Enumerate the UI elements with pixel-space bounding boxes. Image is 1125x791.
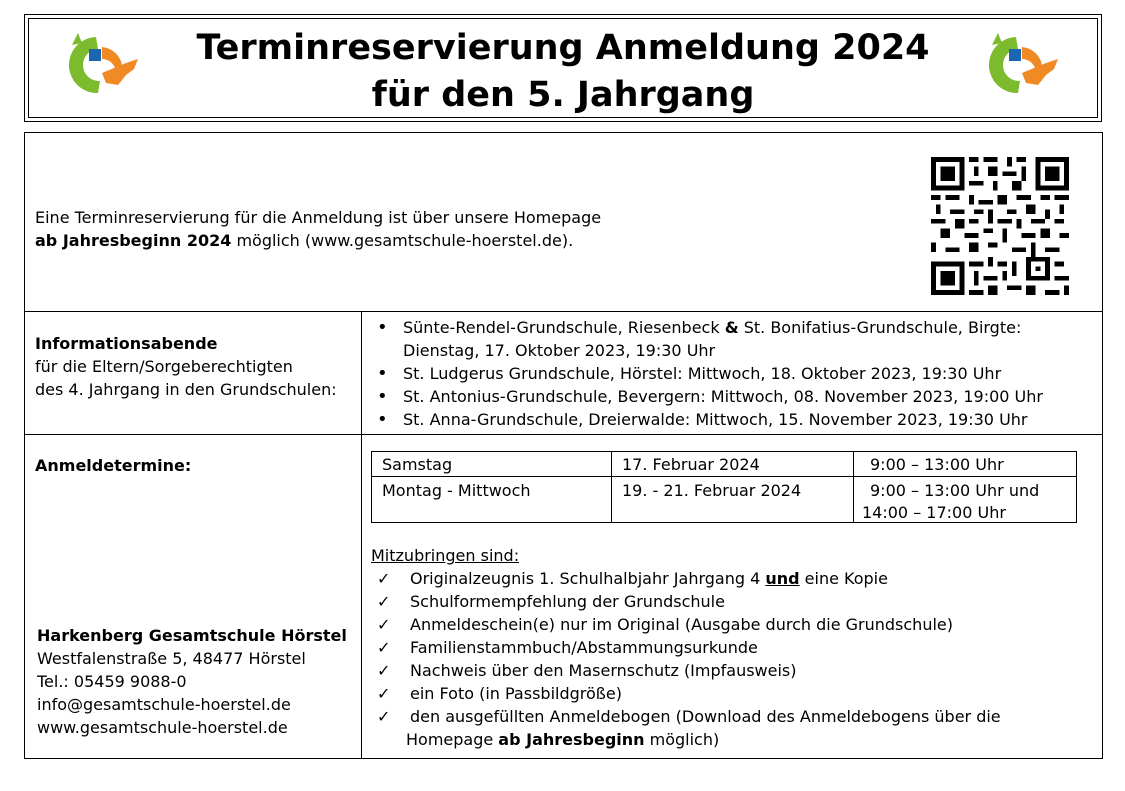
list-item-continuation: Homepage ab Jahresbeginn möglich): [406, 730, 720, 749]
check-icon: ✓: [377, 569, 391, 588]
page-title-line-2: für den 5. Jahrgang: [371, 75, 755, 115]
check-icon: ✓: [377, 707, 391, 726]
list-item: ✓ den ausgefüllten Anmeldebogen (Download des Anmeldebogens über die: [377, 707, 1001, 726]
table-cell: 19. - 21. Februar 2024: [622, 481, 802, 500]
row-divider: [25, 434, 1102, 435]
bring-heading: Mitzubringen sind:: [371, 546, 520, 565]
list-item: • St. Antonius-Grundschule, Bevergern: Mittwoch, 08. November 2023, 19:00 Uhr: [377, 385, 1043, 408]
registration-dates-table: [371, 451, 1077, 523]
intro-bold: ab Jahresbeginn 2024: [35, 231, 232, 250]
check-icon: ✓: [377, 615, 391, 634]
list-item: • Sünte-Rendel-Grundschule, Riesenbeck & St. Bonifatius-Grundschule, Birgte: Dienstag, 17. Oktober 2023, 19:30 Uhr: [377, 316, 1043, 362]
table-cell: 9:00 – 13:00 Uhr und: [870, 481, 1040, 500]
info-subline-1: für die Eltern/Sorgeberechtigten: [35, 357, 293, 376]
table-cell: 17. Februar 2024: [622, 455, 760, 474]
school-email[interactable]: info@gesamtschule-hoerstel.de: [37, 695, 291, 714]
header-box: [24, 14, 1102, 122]
main-table: [24, 132, 1103, 759]
check-icon: ✓: [377, 661, 391, 680]
list-item: ✓ Familienstammbuch/Abstammungsurkunde: [377, 638, 758, 657]
intro-rest: möglich (www.gesamtschule-hoerstel.de).: [231, 231, 574, 250]
table-cell: Montag - Mittwoch: [382, 481, 531, 500]
school-phone: Tel.: 05459 9088-0: [37, 672, 187, 691]
list-item: ✓ Schulformempfehlung der Grundschule: [377, 592, 725, 611]
table-cell: Samstag: [382, 455, 453, 474]
list-item: ✓ Originalzeugnis 1. Schulhalbjahr Jahrgang 4 und eine Kopie: [377, 569, 888, 588]
check-icon: ✓: [377, 638, 391, 657]
page-title-line-1: Terminreservierung Anmeldung 2024: [196, 28, 930, 68]
school-name: Harkenberg Gesamtschule Hörstel: [37, 626, 347, 645]
info-subline-2: des 4. Jahrgang in den Grundschulen:: [35, 380, 337, 399]
info-evening-list: [377, 316, 1043, 431]
school-website[interactable]: www.gesamtschule-hoerstel.de: [37, 718, 288, 737]
intro-line-2: [35, 229, 573, 252]
header-inner-border: [28, 18, 1098, 118]
registration-heading: Anmeldetermine:: [35, 456, 192, 475]
list-item: ✓ Nachweis über den Masernschutz (Impfausweis): [377, 661, 797, 680]
column-divider: [361, 311, 362, 759]
school-address: Westfalenstraße 5, 48477 Hörstel: [37, 649, 306, 668]
list-item: • St. Anna-Grundschule, Dreierwalde: Mittwoch, 15. November 2023, 19:30 Uhr: [377, 408, 1043, 431]
table-cell: 9:00 – 13:00 Uhr: [870, 455, 1004, 474]
list-item: ✓ Anmeldeschein(e) nur im Original (Ausgabe durch die Grundschule): [377, 615, 953, 634]
list-item: ✓ ein Foto (in Passbildgröße): [377, 684, 622, 703]
list-item: • St. Ludgerus Grundschule, Hörstel: Mittwoch, 18. Oktober 2023, 19:30 Uhr: [377, 362, 1043, 385]
intro-line-1: Eine Terminreservierung für die Anmeldung ist über unsere Homepage: [35, 208, 602, 227]
check-icon: ✓: [377, 684, 391, 703]
school-logo-icon: [976, 25, 1062, 103]
table-cell: 14:00 – 17:00 Uhr: [862, 503, 1006, 522]
info-heading: Informationsabende: [35, 334, 218, 353]
check-icon: ✓: [377, 592, 391, 611]
qr-code-icon: [931, 157, 1069, 295]
row-divider: [25, 311, 1102, 312]
